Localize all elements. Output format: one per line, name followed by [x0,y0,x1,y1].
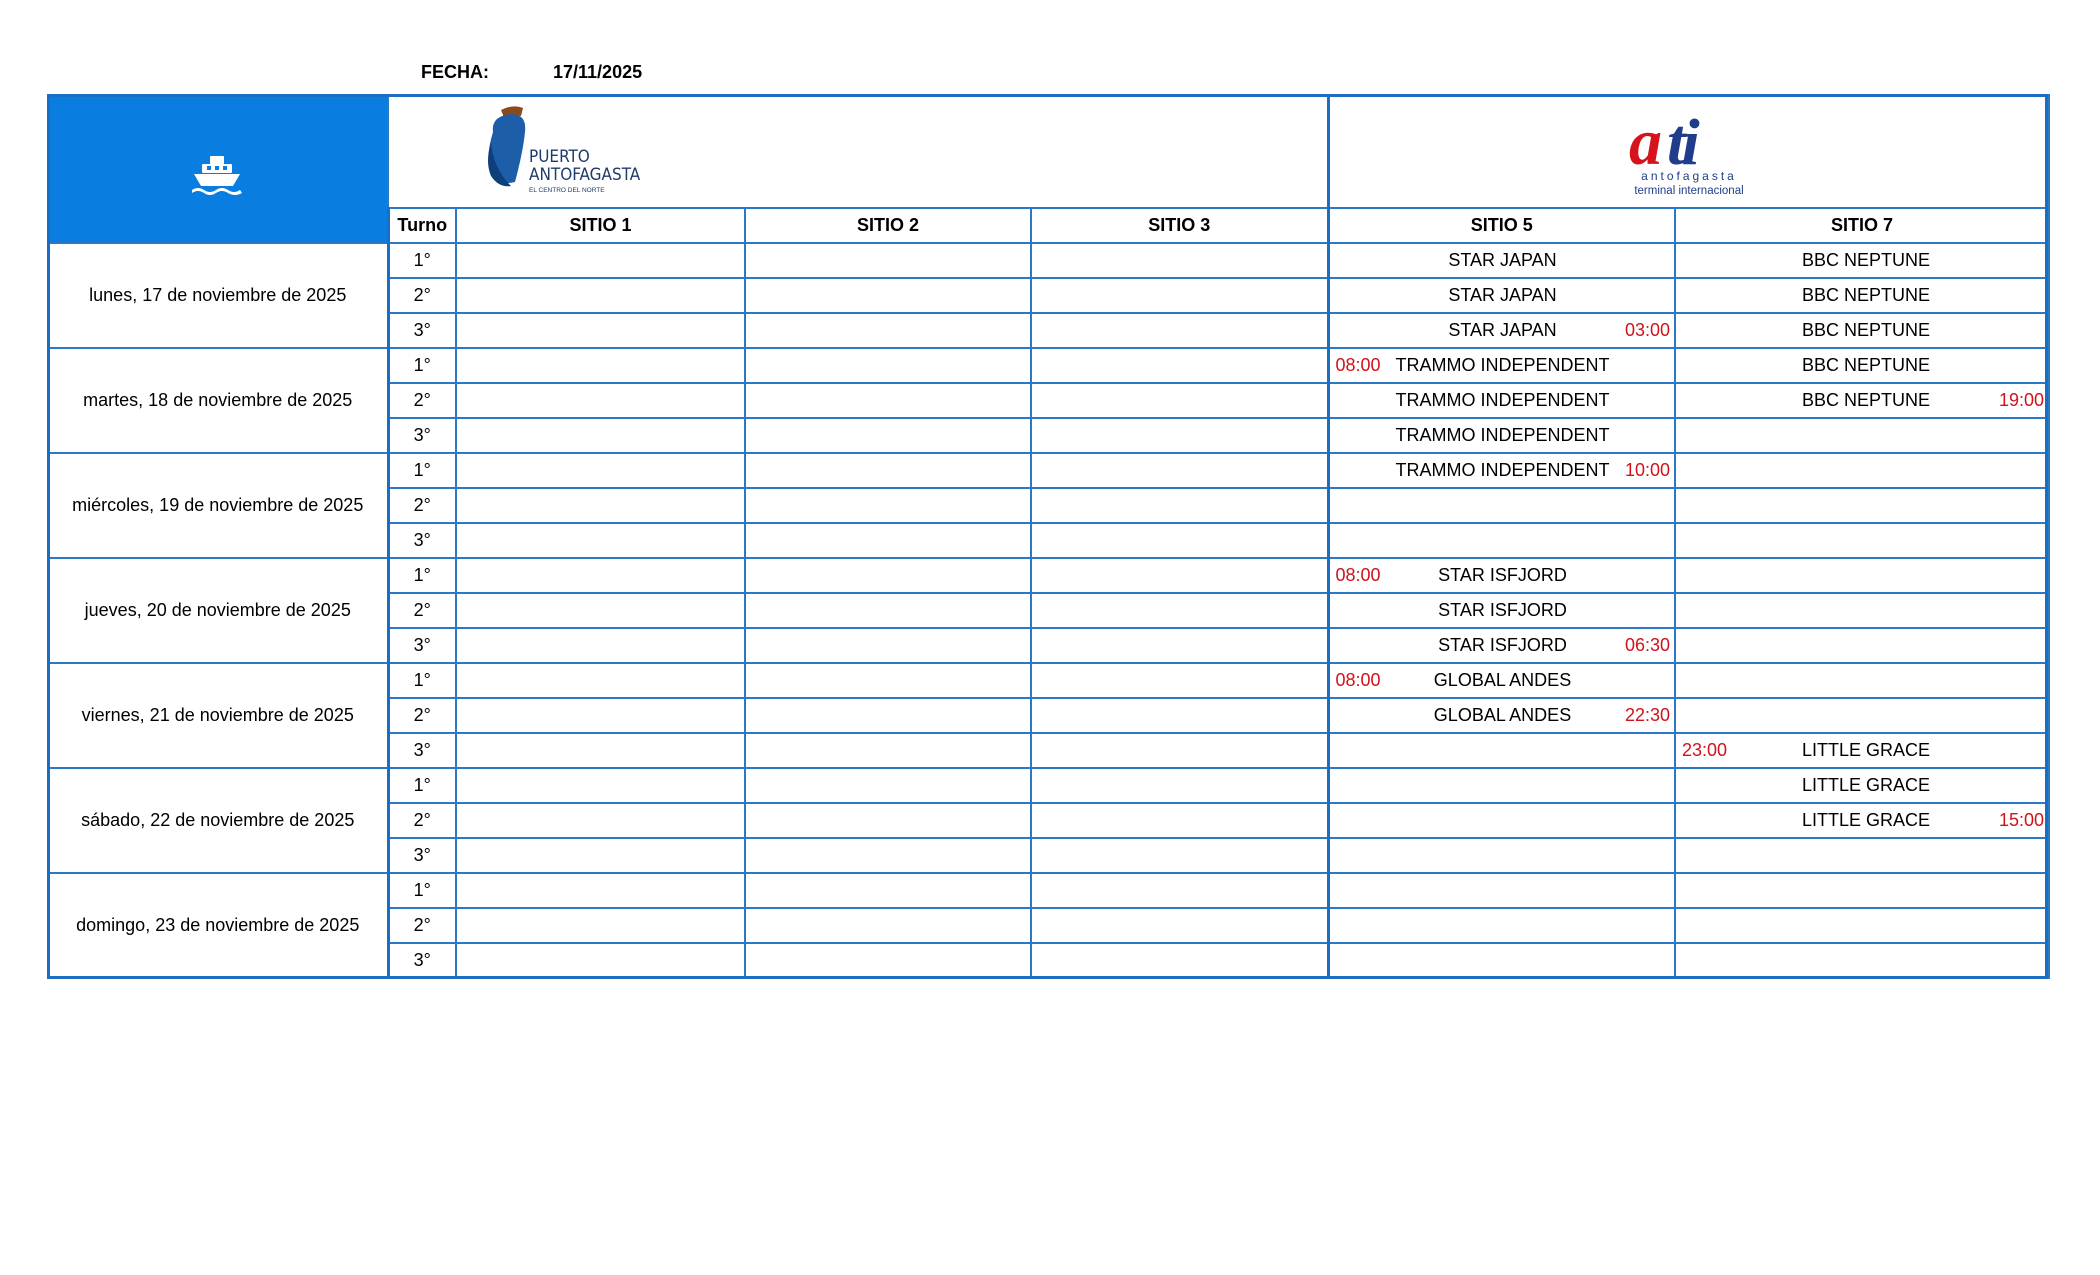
ship-name: BBC NEPTUNE [1801,320,1931,340]
sitio-7-cell [1675,698,2049,733]
sitio-2-cell [745,733,1031,768]
turno-cell: 3° [388,838,456,873]
sitio-2-cell [745,873,1031,908]
sitio-5-cell [1328,733,1675,768]
turno-cell: 2° [388,698,456,733]
sitio-3-cell [1031,453,1328,488]
sitio-3-cell [1031,418,1328,453]
sitio-2-cell [745,383,1031,418]
ship-name: TRAMMO INDEPENDENT [1395,355,1610,375]
sitio-7-cell [1675,768,2049,803]
sitio-3-cell [1031,523,1328,558]
sitio-5-cell [1328,278,1675,313]
sitio-3-cell [1031,243,1328,278]
ship-name: LITTLE GRACE [1801,810,1931,830]
end-time: 03:00 [1624,320,1670,340]
svg-text:ti: ti [1666,105,1696,179]
logo-row [48,95,2049,208]
ship-name: STAR JAPAN [1448,285,1557,305]
date-cell: lunes, 17 de noviembre de 2025 [48,243,388,348]
sitio-1-cell [456,593,745,628]
sitio-1-cell [456,698,745,733]
sitio-7-cell [1675,523,2049,558]
sitio-7-cell [1675,628,2049,663]
sitio-3-cell [1031,733,1328,768]
col-header-sitio-7: SITIO 7 [1675,208,2049,243]
sitio-2-cell [745,313,1031,348]
sitio-2-cell [745,628,1031,663]
turno-cell: 1° [388,873,456,908]
sitio-5-cell [1328,488,1675,523]
sitio-2-cell [745,943,1031,978]
sitio-5-cell [1328,523,1675,558]
sitio-3-cell [1031,663,1328,698]
sitio-5-cell [1328,768,1675,803]
date-cell: sábado, 22 de noviembre de 2025 [48,768,388,873]
sitio-1-cell [456,768,745,803]
sitio-3-cell [1031,628,1328,663]
date-cell: martes, 18 de noviembre de 2025 [48,348,388,453]
sitio-1-cell [456,453,745,488]
sitio-1-cell [456,418,745,453]
sitio-5-cell [1328,558,1675,593]
sitio-5-cell [1328,453,1675,488]
sitio-7-cell [1675,243,2049,278]
table-row [48,243,2049,278]
brand-cell [48,95,388,243]
turno-cell: 3° [388,313,456,348]
ship-name: TRAMMO INDEPENDENT [1395,390,1610,410]
sitio-1-cell [456,663,745,698]
sitio-7-cell [1675,348,2049,383]
sitio-2-cell [745,418,1031,453]
sitio-1-cell [456,278,745,313]
ship-name: BBC NEPTUNE [1801,285,1931,305]
col-header-sitio-2: SITIO 2 [745,208,1031,243]
sitio-3-cell [1031,558,1328,593]
sitio-5-cell [1328,838,1675,873]
schedule-sheet [47,94,2048,979]
sitio-1-cell [456,558,745,593]
turno-cell: 2° [388,383,456,418]
turno-cell: 1° [388,243,456,278]
sitio-7-cell [1675,838,2049,873]
ship-name: STAR JAPAN [1448,250,1557,270]
sitio-1-cell [456,733,745,768]
sitio-2-cell [745,558,1031,593]
sitio-2-cell [745,838,1031,873]
sitio-7-cell [1675,453,2049,488]
ship-name: BBC NEPTUNE [1801,355,1931,375]
sitio-3-cell [1031,698,1328,733]
turno-cell: 3° [388,523,456,558]
sitio-1-cell [456,943,745,978]
sitio-5-cell [1328,698,1675,733]
start-time: 08:00 [1335,670,1381,690]
ship-name: TRAMMO INDEPENDENT [1395,460,1610,480]
sitio-7-cell [1675,278,2049,313]
sitio-2-cell [745,453,1031,488]
ship-name: BBC NEPTUNE [1801,390,1931,410]
sitio-7-cell [1675,873,2049,908]
col-header-sitio-1: SITIO 1 [456,208,745,243]
col-header-sitio-5: SITIO 5 [1328,208,1675,243]
date-cell: miércoles, 19 de noviembre de 2025 [48,453,388,558]
sitio-5-cell [1328,663,1675,698]
ship-name: STAR JAPAN [1448,320,1557,340]
fecha-value: 17/11/2025 [553,62,643,82]
end-time: 10:00 [1624,460,1670,480]
sitio-1-cell [456,908,745,943]
date-cell: domingo, 23 de noviembre de 2025 [48,873,388,978]
sitio-5-cell [1328,383,1675,418]
date-cell: viernes, 21 de noviembre de 2025 [48,663,388,768]
sitio-7-cell [1675,733,2049,768]
table-row [48,348,2049,383]
sitio-2-cell [745,663,1031,698]
sitio-3-cell [1031,348,1328,383]
date-cell: jueves, 20 de noviembre de 2025 [48,558,388,663]
turno-cell: 2° [388,488,456,523]
turno-cell: 3° [388,943,456,978]
sitio-1-cell [456,803,745,838]
sitio-5-cell [1328,593,1675,628]
ship-name: GLOBAL ANDES [1433,670,1572,690]
puerto-logo-cell [388,95,1328,208]
turno-cell: 1° [388,663,456,698]
sitio-1-cell [456,873,745,908]
sitio-7-cell [1675,488,2049,523]
sitio-3-cell [1031,593,1328,628]
sitio-5-cell [1328,418,1675,453]
turno-cell: 1° [388,348,456,383]
svg-text:a: a [1628,105,1658,179]
sitio-1-cell [456,838,745,873]
turno-cell: 3° [388,418,456,453]
ship-icon [188,150,248,200]
sitio-3-cell [1031,313,1328,348]
col-header-sitio-3: SITIO 3 [1031,208,1328,243]
sitio-2-cell [745,243,1031,278]
turno-cell: 1° [388,558,456,593]
end-time: 22:30 [1624,705,1670,725]
sitio-2-cell [745,523,1031,558]
ship-name: TRAMMO INDEPENDENT [1395,425,1610,445]
turno-cell: 1° [388,768,456,803]
sitio-1-cell [456,523,745,558]
sitio-1-cell [456,348,745,383]
sitio-5-cell [1328,803,1675,838]
turno-cell: 2° [388,908,456,943]
turno-cell: 2° [388,803,456,838]
sitio-3-cell [1031,383,1328,418]
sitio-5-cell [1328,313,1675,348]
sitio-5-cell [1328,943,1675,978]
sitio-5-cell [1328,243,1675,278]
table-row [48,768,2049,803]
sitio-5-cell [1328,628,1675,663]
sitio-1-cell [456,383,745,418]
sitio-7-cell [1675,313,2049,348]
sitio-7-cell [1675,593,2049,628]
sitio-3-cell [1031,838,1328,873]
puerto-antofagasta-logo [471,102,641,202]
ati-logo-cell [1328,95,2049,208]
svg-text:terminal internacional: terminal internacional [1634,184,1744,197]
sitio-2-cell [745,348,1031,383]
ati-logo [1619,102,1759,202]
sitio-3-cell [1031,873,1328,908]
turno-cell: 1° [388,453,456,488]
table-row [48,453,2049,488]
sitio-3-cell [1031,278,1328,313]
table-row [48,558,2049,593]
start-time: 08:00 [1335,565,1381,585]
sitio-1-cell [456,313,745,348]
sitio-7-cell [1675,383,2049,418]
sitio-2-cell [745,698,1031,733]
sitio-5-cell [1328,348,1675,383]
sitio-5-cell [1328,908,1675,943]
sitio-1-cell [456,488,745,523]
svg-text:EL CENTRO DEL NORTE: EL CENTRO DEL NORTE [529,186,605,194]
sitio-7-cell [1675,803,2049,838]
sitio-1-cell [456,243,745,278]
sitio-7-cell [1675,663,2049,698]
sitio-7-cell [1675,558,2049,593]
ship-name: STAR ISFJORD [1438,600,1567,620]
sitio-7-cell [1675,908,2049,943]
turno-cell: 2° [388,593,456,628]
schedule-table [47,94,2050,979]
turno-cell: 3° [388,628,456,663]
ship-name: LITTLE GRACE [1801,740,1931,760]
svg-text:antofagasta: antofagasta [1640,168,1737,183]
sitio-7-cell [1675,418,2049,453]
sitio-3-cell [1031,908,1328,943]
table-row [48,873,2049,908]
sitio-2-cell [745,908,1031,943]
sitio-2-cell [745,488,1031,523]
ship-name: STAR ISFJORD [1438,635,1567,655]
sitio-3-cell [1031,768,1328,803]
sitio-3-cell [1031,943,1328,978]
sitio-7-cell [1675,943,2049,978]
svg-text:PUERTO: PUERTO [529,146,590,167]
sitio-2-cell [745,768,1031,803]
sitio-5-cell [1328,873,1675,908]
start-time: 08:00 [1335,355,1381,375]
ship-name: STAR ISFJORD [1438,565,1567,585]
sitio-2-cell [745,278,1031,313]
end-time: 06:30 [1624,635,1670,655]
ship-name: BBC NEPTUNE [1801,250,1931,270]
start-time: 23:00 [1682,740,1728,760]
sitio-2-cell [745,593,1031,628]
svg-text:ANTOFAGASTA: ANTOFAGASTA [529,164,641,185]
end-time: 19:00 [1998,390,2044,410]
fecha-label: FECHA: [421,62,489,82]
sitio-2-cell [745,803,1031,838]
ship-name: LITTLE GRACE [1801,775,1931,795]
sitio-1-cell [456,628,745,663]
sitio-3-cell [1031,803,1328,838]
col-header-turno: Turno [388,208,456,243]
end-time: 15:00 [1998,810,2044,830]
turno-cell: 2° [388,278,456,313]
table-row [48,663,2049,698]
turno-cell: 3° [388,733,456,768]
sitio-3-cell [1031,488,1328,523]
ship-name: GLOBAL ANDES [1433,705,1572,725]
